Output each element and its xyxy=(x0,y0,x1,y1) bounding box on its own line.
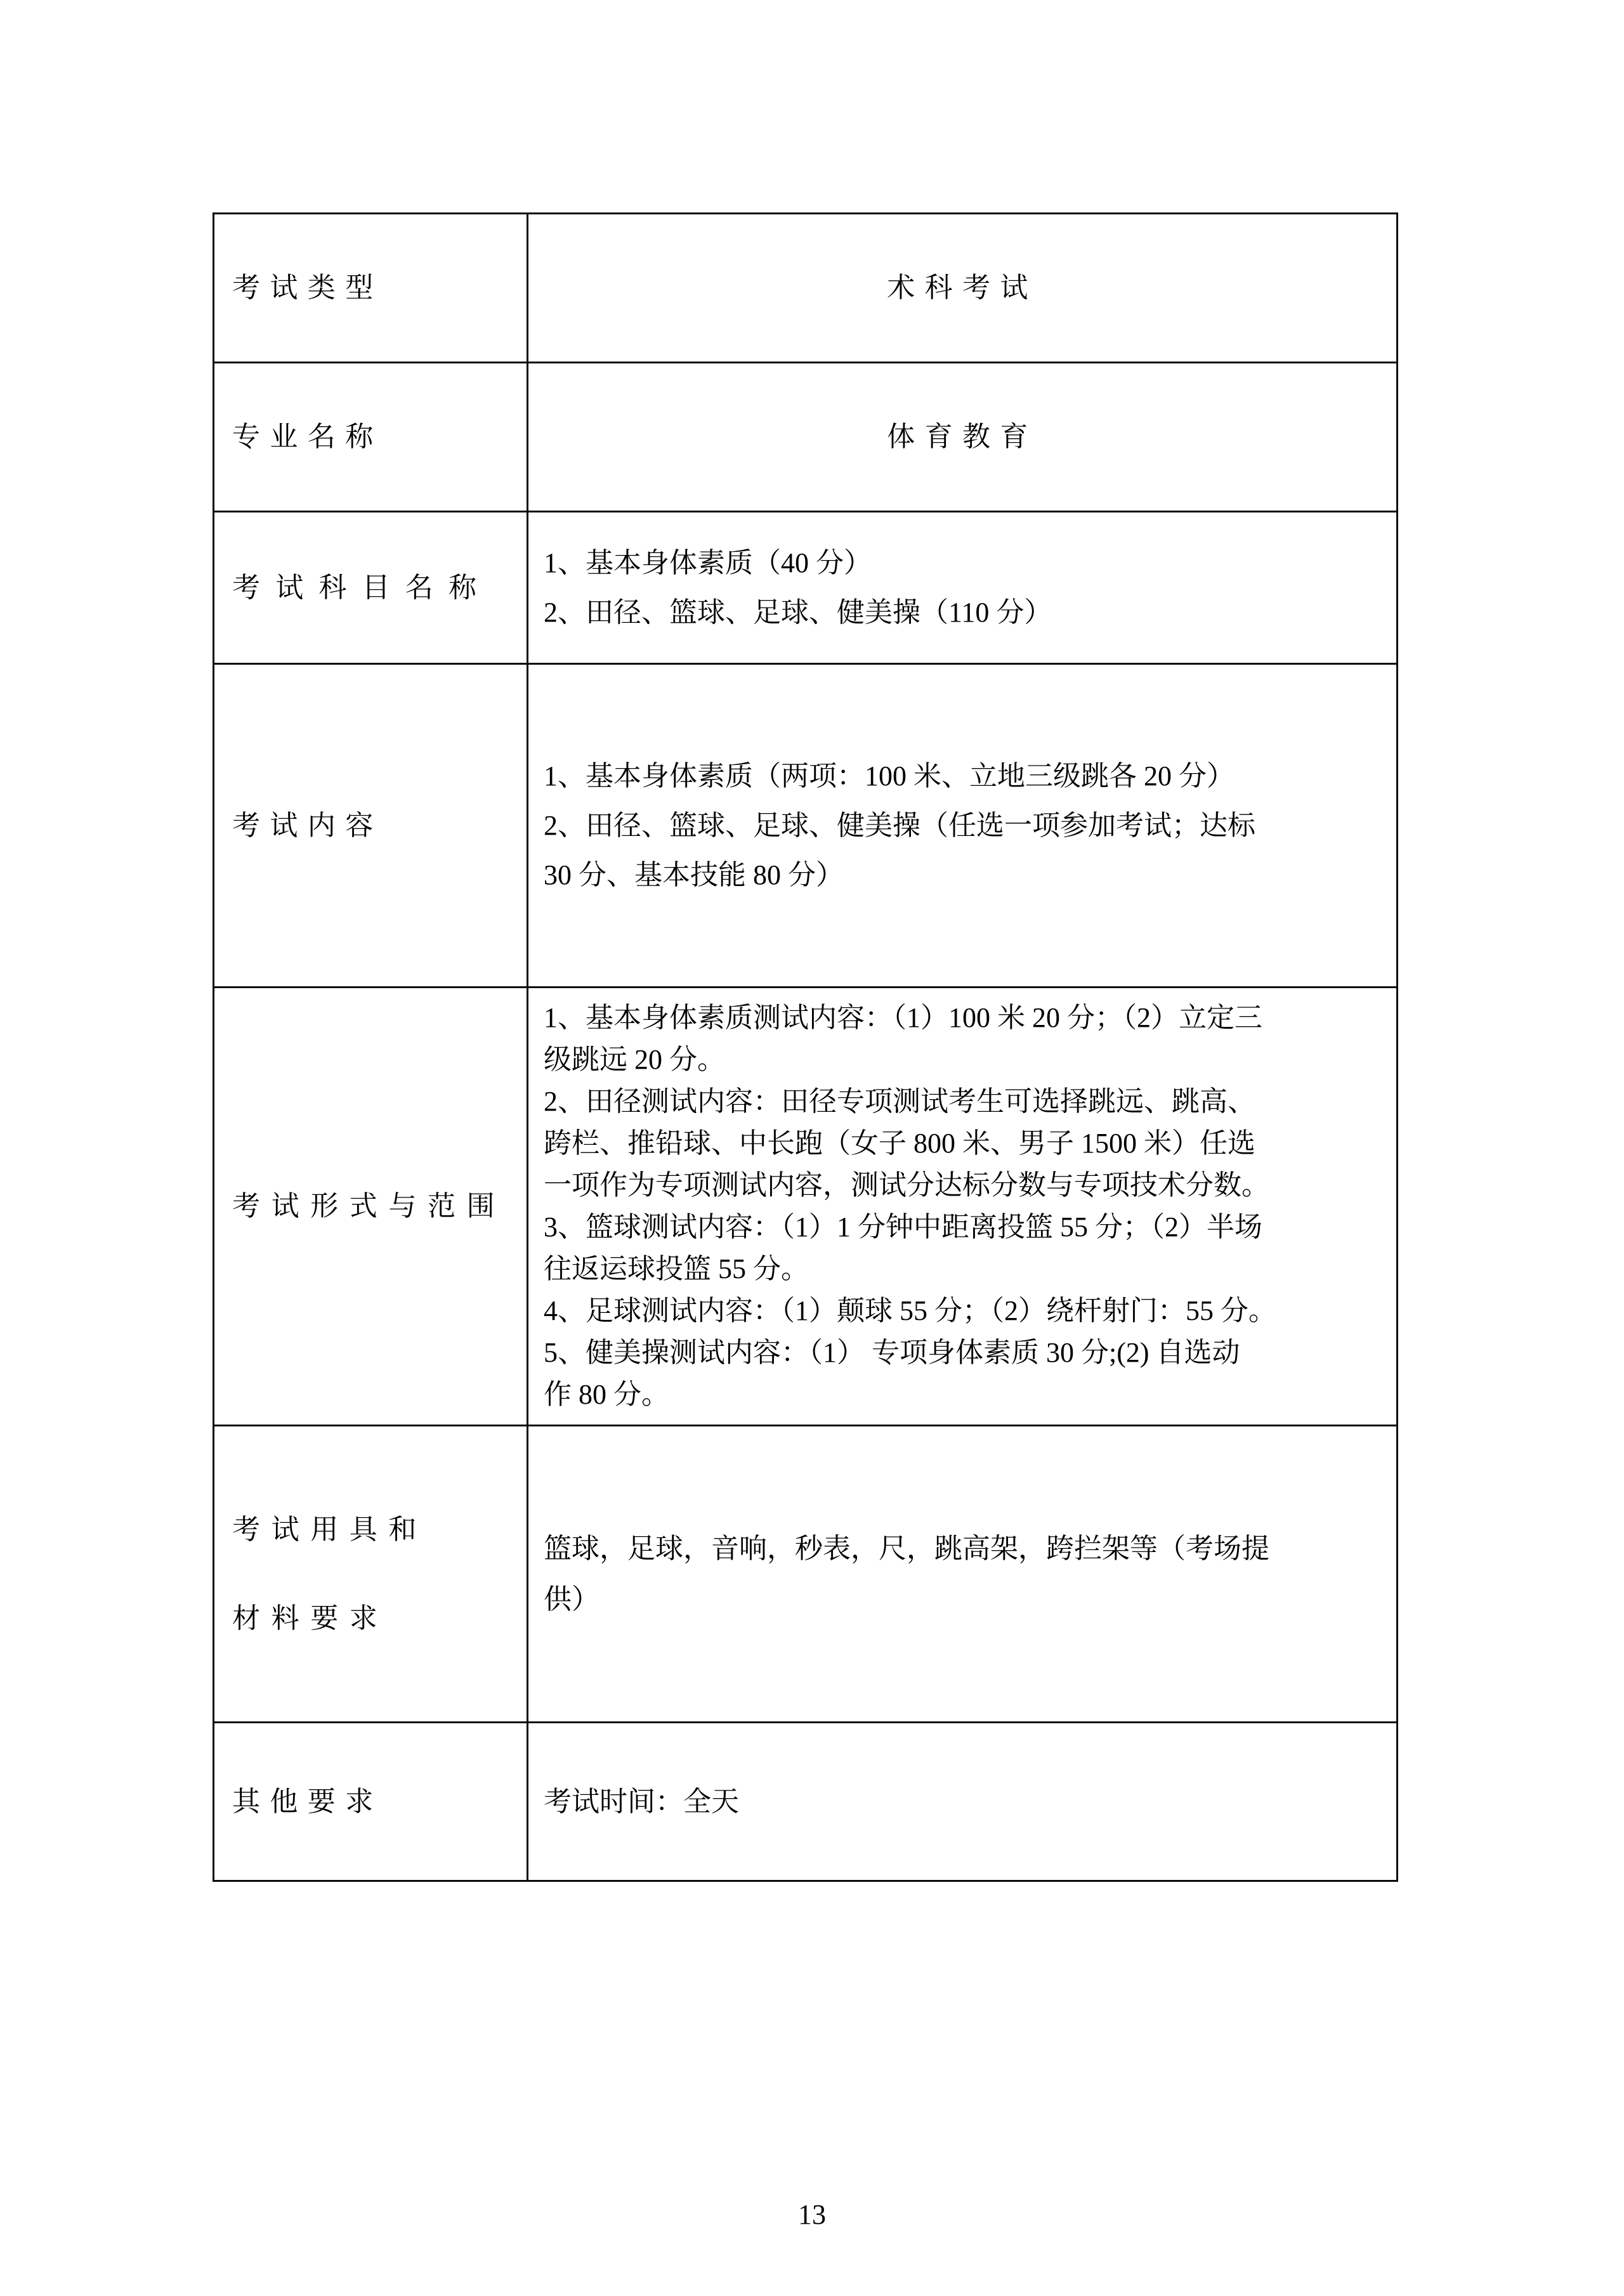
row-label-subject-names: 考试科目名称 xyxy=(214,512,528,664)
row-value-exam-type: 术科考试 xyxy=(528,214,1398,363)
row-value-exam-format-scope: 1、基本身体素质测试内容：（1）100 米 20 分；（2）立定三 级跳远 20 分。 2、田径测试内容：田径专项测试考生可选择跳远、跳高、 跨栏、推铅球、中长跑（女子 800 米、男子 1500 米）任选 一项作为专项测试内容，测试分达标分数与专项技术分数。 3、篮球测试内容：（1）1 分钟中距离投篮 55 分；（2）半场 往返运球投篮 55 分。 4、足球测试内容：（1）颠球 55 分；（2）绕杆射门：55 分。 5、健美操测试内容：（1） 专项身体素质 30 分;(2) 自选动 作 80 分。 xyxy=(528,988,1398,1426)
row-label-exam-type: 考试类型 xyxy=(214,214,528,363)
row-value-major-name: 体育教育 xyxy=(528,363,1398,512)
row-value-subject-names: 1、基本身体素质（40 分） 2、田径、篮球、足球、健美操（110 分） xyxy=(528,512,1398,664)
table-row-other-requirements xyxy=(214,1723,1398,1881)
row-label-equipment-materials: 考试用具和 材料要求 xyxy=(214,1426,528,1723)
row-value-other-requirements: 考试时间：全天 xyxy=(528,1723,1398,1881)
row-label-exam-content: 考试内容 xyxy=(214,664,528,988)
row-label-major-name: 专业名称 xyxy=(214,363,528,512)
exam-info-table xyxy=(213,212,1398,1882)
table-row-major-name xyxy=(214,363,1398,512)
table-row-exam-content xyxy=(214,664,1398,988)
table-row-exam-format-scope xyxy=(214,988,1398,1426)
table-row-subject-names xyxy=(214,512,1398,664)
table-row-exam-type xyxy=(214,214,1398,363)
row-label-other-requirements: 其他要求 xyxy=(214,1723,528,1881)
page-number: 13 xyxy=(798,2199,826,2230)
row-value-exam-content: 1、基本身体素质（两项：100 米、立地三级跳各 20 分） 2、田径、篮球、足球、健美操（任选一项参加考试；达标 30 分、基本技能 80 分） xyxy=(528,664,1398,988)
table-row-equipment-materials xyxy=(214,1426,1398,1723)
row-label-exam-format-scope: 考试形式与范围 xyxy=(214,988,528,1426)
row-value-equipment-materials: 篮球，足球，音响，秒表，尺，跳高架，跨拦架等（考场提 供） xyxy=(528,1426,1398,1723)
